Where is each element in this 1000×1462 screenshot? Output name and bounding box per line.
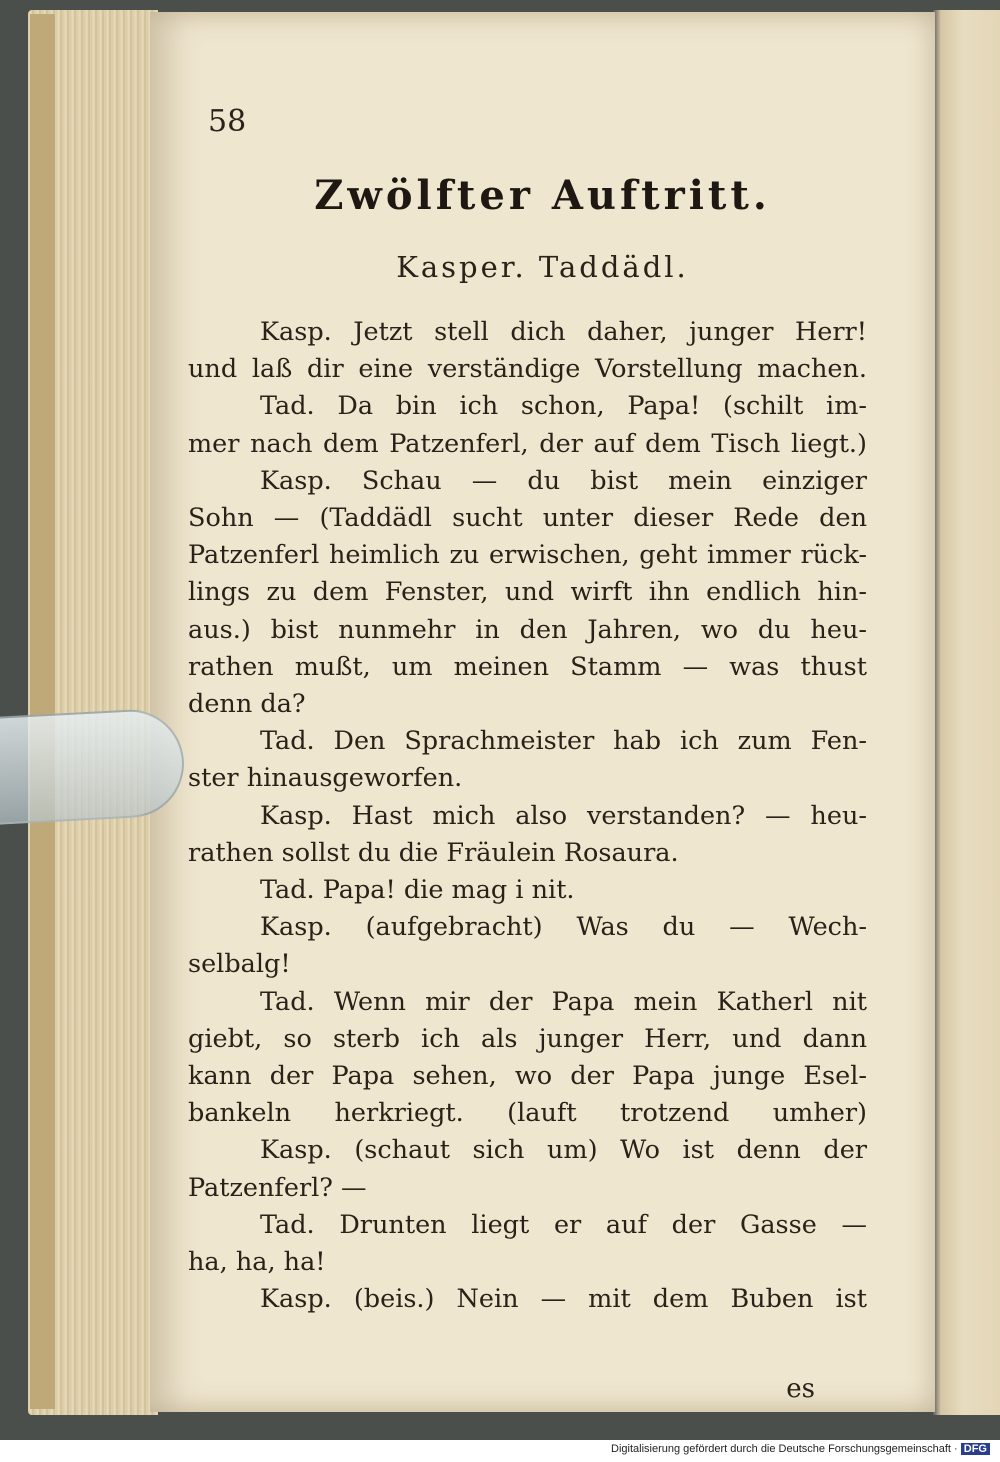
text-line: kann der Papa sehen, wo der Papa junge Esel- (188, 1061, 867, 1092)
text-line: lings zu dem Fenster, und wirft ihn endlich hin- (188, 577, 867, 608)
text-line: Patzenferl? — (188, 1172, 367, 1203)
dfg-logo: DFG (961, 1443, 990, 1455)
text-line: rathen mußt, um meinen Stamm — was thust (188, 651, 867, 682)
text-line: ha, ha, ha! (188, 1247, 326, 1278)
book-page (150, 12, 935, 1412)
text-line: Kasp. (aufgebracht) Was du — Wech- (260, 912, 867, 943)
footer-credit (611, 1443, 990, 1455)
scene-heading: Zwölfter Auftritt. (314, 172, 771, 219)
text-line: ster hinausgeworfen. (188, 763, 463, 794)
text-line: Kasp. (schaut sich um) Wo ist denn der (260, 1135, 867, 1166)
catchword: es (786, 1374, 815, 1404)
footer-credit-text: Digitalisierung gefördert durch die Deutsche Forschungsgemeinschaft · (611, 1443, 958, 1455)
text-line: giebt, so sterb ich als junger Herr, und dann (188, 1023, 867, 1054)
text-line: rathen sollst du die Fräulein Rosaura. (188, 837, 679, 868)
dialogue-text (188, 314, 867, 1318)
text-line: selbalg! (188, 949, 291, 980)
scene-characters: Kasper. Taddädl. (396, 250, 689, 284)
text-line: Kasp. (beis.) Nein — mit dem Buben ist (260, 1284, 867, 1315)
text-line: aus.) bist nunmehr in den Jahren, wo du heu- (188, 614, 867, 645)
text-line: Tad. Den Sprachmeister hab ich zum Fen- (260, 726, 867, 757)
book-cover-edge (30, 14, 55, 1409)
text-line: Tad. Papa! die mag i nit. (260, 875, 575, 906)
text-line: denn da? (188, 689, 306, 720)
facing-page (933, 10, 1000, 1415)
text-line: mer nach dem Patzenferl, der auf dem Tisch liegt.) (188, 428, 867, 459)
text-line: Kasp. Jetzt stell dich daher, junger Herr! (260, 317, 867, 347)
page-number: 58 (208, 104, 247, 139)
text-line: Tad. Da bin ich schon, Papa! (schilt im- (260, 391, 867, 422)
text-line: Kasp. Hast mich also verstanden? — heu- (260, 800, 867, 831)
text-line: Kasp. Schau — du bist mein einziger (260, 465, 867, 496)
text-line: Tad. Wenn mir der Papa mein Katherl nit (260, 986, 867, 1017)
text-line: und laß dir eine verständige Vorstellung machen. (188, 354, 867, 385)
text-line: Patzenferl heimlich zu erwischen, geht immer rück- (188, 540, 867, 571)
page-clip (0, 707, 187, 825)
text-line: Tad. Drunten liegt er auf der Gasse — (260, 1209, 867, 1240)
text-line: Sohn — (Taddädl sucht unter dieser Rede den (188, 503, 867, 534)
text-line: bankeln herkriegt. (lauft trotzend umher) (188, 1098, 867, 1129)
